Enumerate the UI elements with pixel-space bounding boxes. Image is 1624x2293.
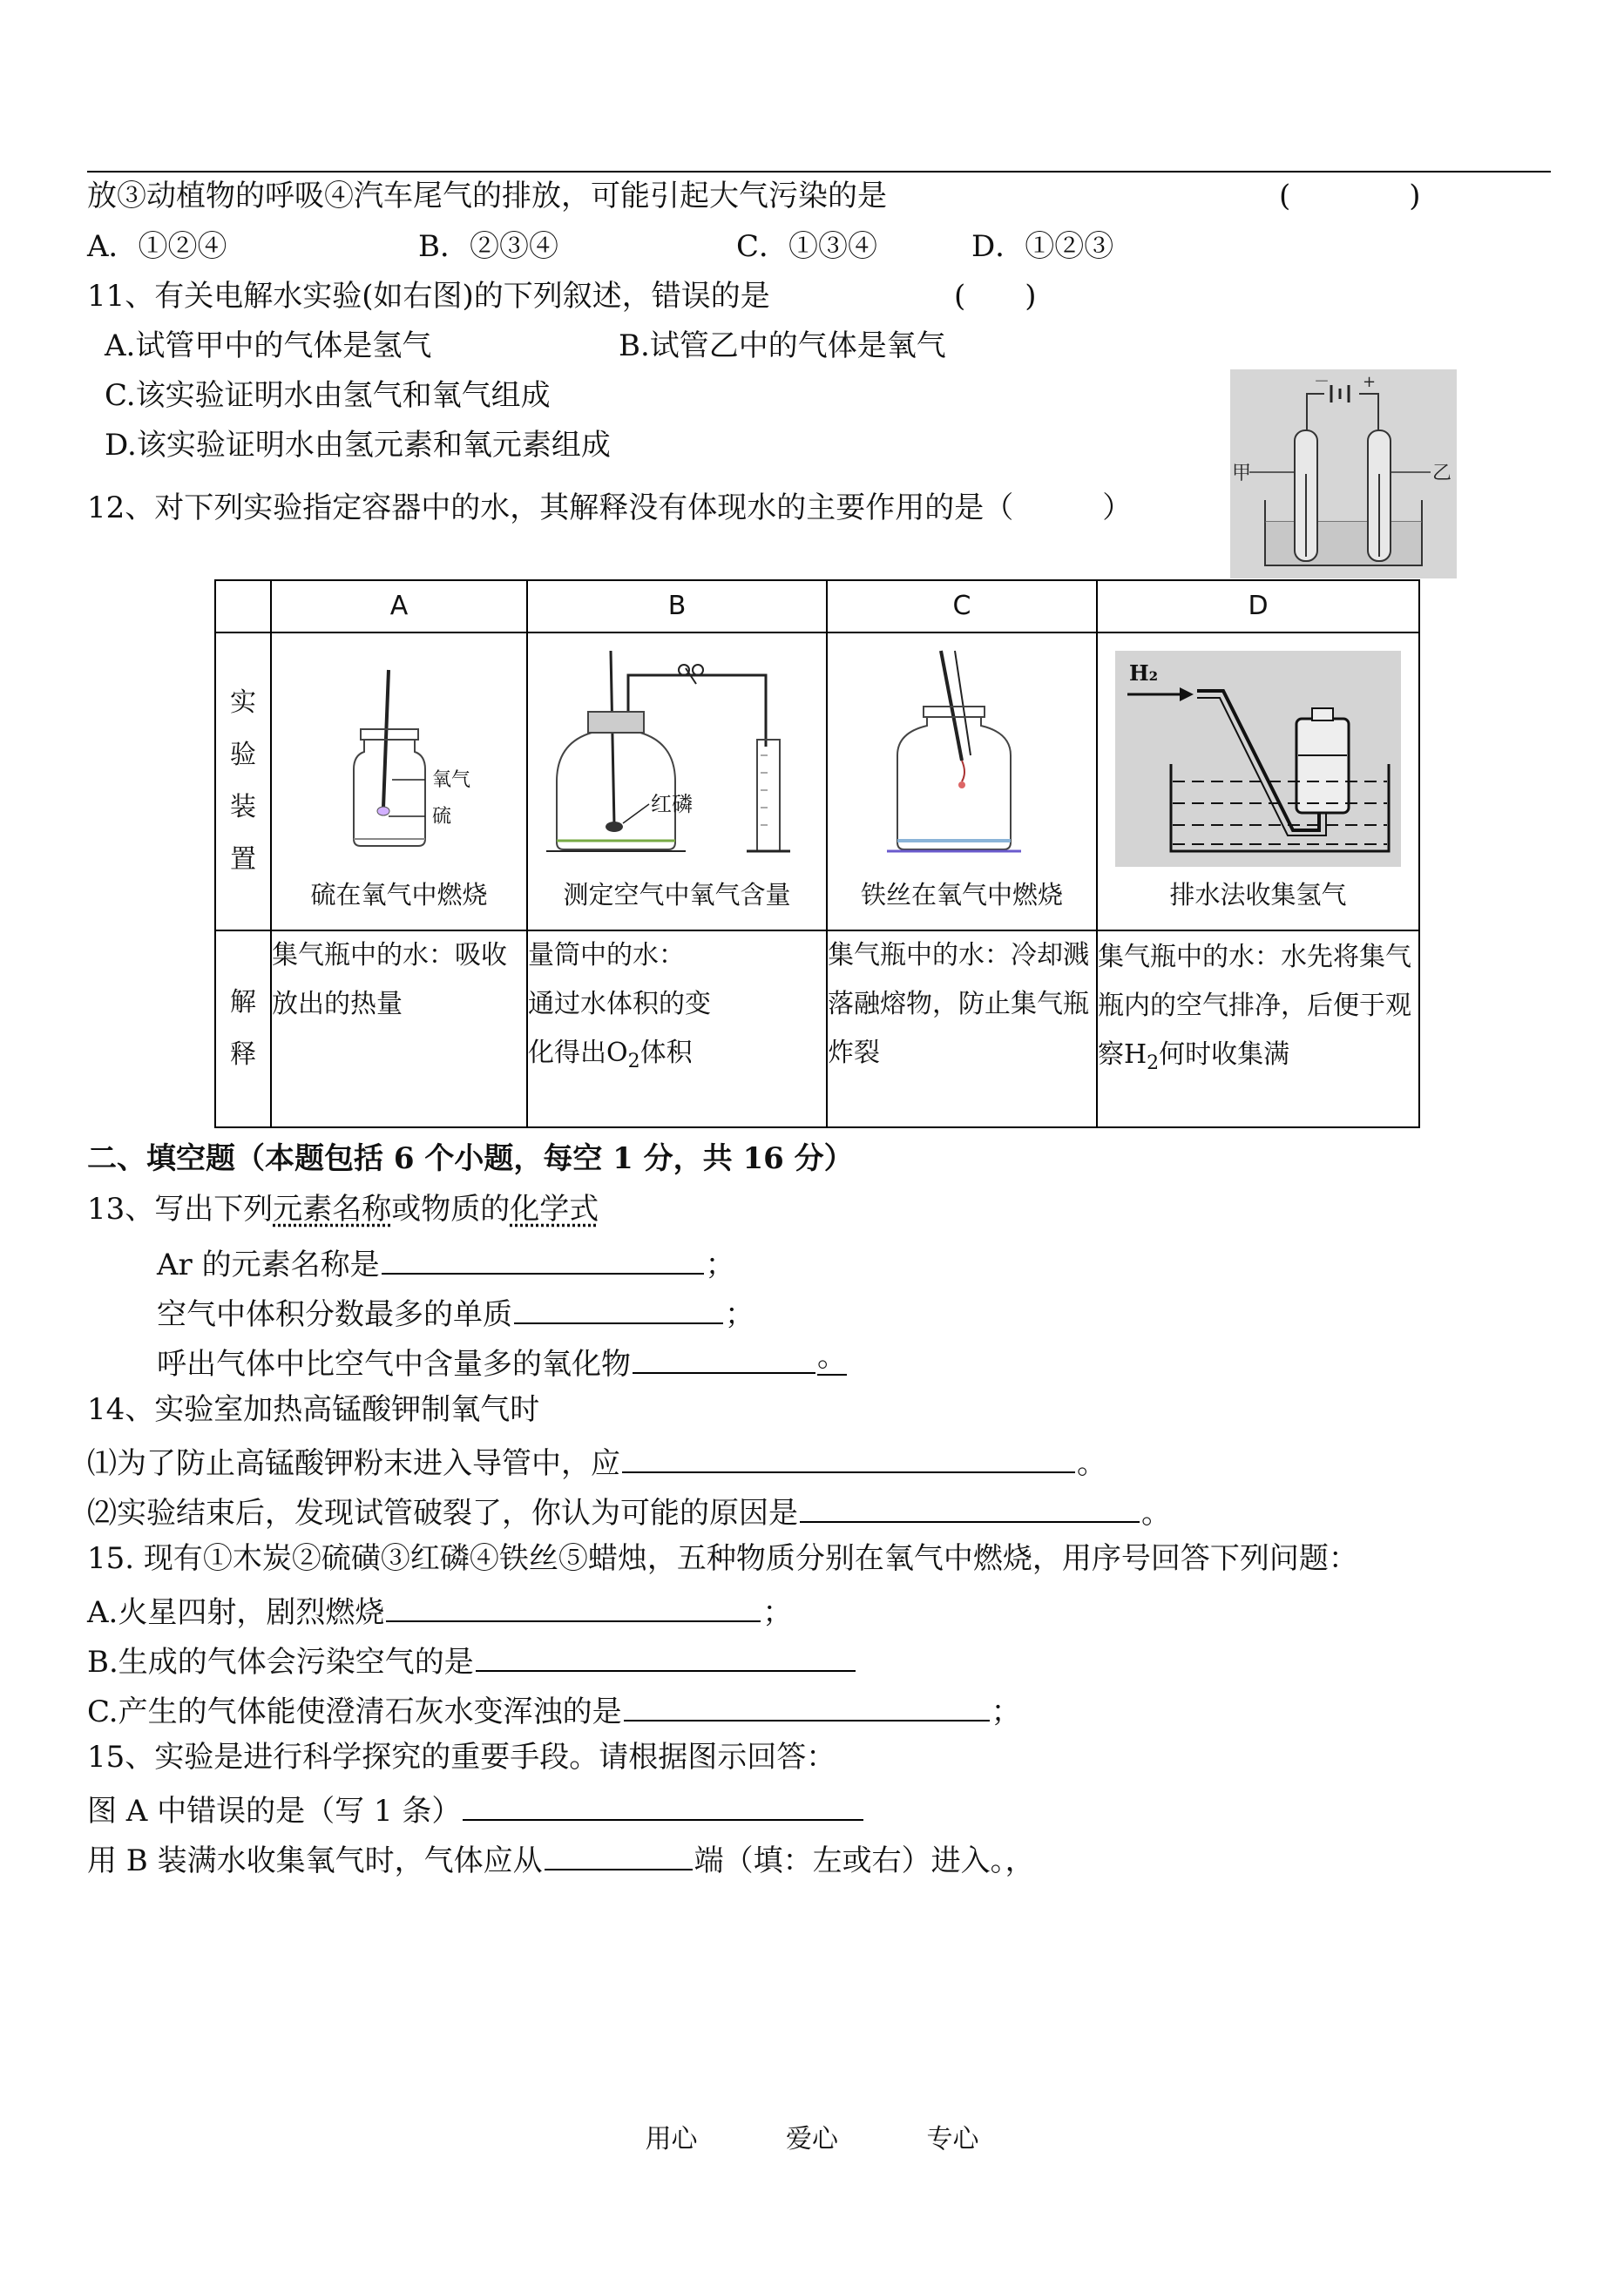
q15a-line3 <box>87 1690 1021 1729</box>
col-header-d: D <box>1097 580 1419 632</box>
q15a-blank3[interactable] <box>624 1690 990 1721</box>
q11-option-b: B.试管乙中的气体是氧气 <box>619 328 946 363</box>
q14-end1: 。 <box>1077 1446 1106 1481</box>
label-red-phosphorus: 红磷 <box>651 792 693 816</box>
q11-option-d: D.该实验证明水由氢元素和氧元素组成 <box>105 428 611 463</box>
q15a-line2-text: B.生成的气体会污染空气的是 <box>87 1645 474 1680</box>
label-h2: H₂ <box>1129 660 1159 686</box>
q10-option-c: C．①③④ <box>736 229 878 264</box>
q13-line2 <box>157 1293 754 1332</box>
q15b-blank2[interactable] <box>545 1839 693 1870</box>
caption-b: 测定空气中氧气含量 <box>563 880 791 910</box>
q14-line1 <box>87 1442 1106 1481</box>
q15b-stem: 15、实验是进行科学探究的重要手段。请根据图示回答： <box>87 1740 836 1775</box>
minus-sign: － <box>1314 373 1330 391</box>
footer-word-2: 爱心 <box>786 2124 838 2154</box>
q10-option-b: B．②③④ <box>418 229 558 264</box>
q15b-line2-post: 端（填：左或右）进入。， <box>694 1843 1035 1878</box>
plus-sign: + <box>1363 373 1377 391</box>
q10-stem-text: 放③动植物的呼吸④汽车尾气的排放，可能引起大气污染的是 <box>87 179 887 213</box>
sulfur-burning-figure <box>286 633 512 877</box>
electrolysis-diagram <box>1230 369 1457 578</box>
q15a-line1-text: A.火星四射，剧烈燃烧 <box>87 1595 385 1630</box>
header-rule <box>87 171 1551 172</box>
caption-a: 硫在氧气中燃烧 <box>310 880 488 910</box>
q13-line1-text: Ar 的元素名称是 <box>157 1248 380 1282</box>
hydrogen-collection-figure <box>1110 633 1406 877</box>
q15a-end1: ； <box>762 1595 793 1630</box>
q15b-blank1[interactable] <box>463 1789 863 1821</box>
q14-end2: 。 <box>1141 1496 1171 1531</box>
explain-d <box>1097 930 1419 1127</box>
q15a-blank1[interactable] <box>386 1591 761 1622</box>
explain-b-post: 体积 <box>639 1038 693 1068</box>
q15a-blank2[interactable] <box>476 1640 856 1672</box>
explain-a: 集气瓶中的水：吸收放出的热量 <box>271 930 527 1127</box>
electrolysis-figure <box>1230 369 1457 578</box>
row-label-device <box>215 632 271 930</box>
tube-right-label: 乙 <box>1432 463 1452 484</box>
q13-blank1[interactable] <box>382 1243 704 1275</box>
q14-stem: 14、实验室加热高锰酸钾制氧气时 <box>87 1392 540 1427</box>
q11-paren: ( ) <box>954 279 1037 314</box>
explain-d-post: 何时收集满 <box>1159 1039 1290 1070</box>
explain-b <box>527 930 827 1127</box>
row-label-char: 置 <box>230 844 256 875</box>
q13-stem <box>87 1192 599 1227</box>
q10-option-d: D．①②③ <box>971 229 1114 264</box>
device-cell-c <box>827 632 1097 930</box>
explain-b-line3 <box>528 1029 826 1086</box>
q15a-line2 <box>87 1640 857 1680</box>
q11-option-a: A.试管甲中的气体是氢气 <box>105 328 432 363</box>
q15a-line3-text: C.产生的气体能使澄清石灰水变浑浊的是 <box>87 1694 622 1729</box>
label-oxygen: 氧气 <box>432 769 471 791</box>
caption-d: 排水法收集氢气 <box>1169 880 1347 910</box>
col-header-b: B <box>527 580 827 632</box>
q14-blank1[interactable] <box>622 1442 1075 1473</box>
q15a-stem: 15. 现有①木炭②硫磺③红磷④铁丝⑤蜡烛，五种物质分别在氧气中燃烧，用序号回答下列问题： <box>87 1541 1358 1576</box>
device-cell-d <box>1097 632 1419 930</box>
q10-stem-tail <box>87 179 887 213</box>
tube-left-label: 甲 <box>1232 463 1252 484</box>
q13-end3: 。 <box>817 1339 847 1374</box>
col-header-c: C <box>827 580 1097 632</box>
q15a-end3: ； <box>991 1694 1021 1729</box>
explain-b-pre: 化得出O <box>528 1038 628 1068</box>
row-label-char: 装 <box>230 792 256 822</box>
explain-b-line1: 量筒中的水： <box>528 940 685 971</box>
footer <box>0 2117 1624 2155</box>
caption-c: 铁丝在氧气中燃烧 <box>860 880 1063 910</box>
row-label-char: 解 <box>230 987 256 1018</box>
row-label-char: 释 <box>230 1039 256 1070</box>
q11-stem: 11、有关电解水实验(如右图)的下列叙述，错误的是 <box>87 279 770 314</box>
q13-line2-text: 空气中体积分数最多的单质 <box>157 1297 512 1332</box>
iron-wire-figure <box>840 633 1084 877</box>
q14-blank2[interactable] <box>800 1491 1140 1523</box>
q14-line1-text: ⑴为了防止高锰酸钾粉末进入导管中，应 <box>87 1446 620 1481</box>
table-corner <box>215 580 271 632</box>
section2-title: 二、填空题（本题包括 6 个小题，每空 1 分，共 16 分） <box>87 1141 854 1176</box>
q13-end1: ； <box>705 1248 735 1282</box>
q10-option-a: A．①②④ <box>87 229 227 264</box>
q13-mark-formula: 化学式 <box>510 1192 599 1227</box>
oxygen-content-figure <box>538 633 816 877</box>
q13-stem-pre: 13、写出下列 <box>87 1192 274 1227</box>
q13-stem-mid: 或物质的 <box>391 1192 511 1227</box>
q13-line3-text: 呼出气体中比空气中含量多的氧化物 <box>157 1347 631 1382</box>
explain-d-pre: 集气瓶中的水：水先将集气瓶内的空气排净，后便于观察H <box>1098 942 1411 1070</box>
q13-mark-element-name: 元素名称 <box>273 1192 392 1227</box>
footer-word-3: 专心 <box>926 2124 979 2154</box>
q13-blank3[interactable] <box>633 1339 847 1374</box>
explain-b-line2: 通过水体积的变 <box>528 989 711 1019</box>
q13-end2: ； <box>725 1297 754 1332</box>
device-cell-a <box>271 632 527 930</box>
col-header-a: A <box>271 580 527 632</box>
q15b-line2-pre: 用 B 装满水收集氧气时，气体应从 <box>87 1843 543 1878</box>
explain-c: 集气瓶中的水：冷却溅落融熔物，防止集气瓶炸裂 <box>827 930 1097 1127</box>
q14-line2-text: ⑵实验结束后，发现试管破裂了，你认为可能的原因是 <box>87 1496 798 1531</box>
q14-line2 <box>87 1491 1171 1531</box>
q13-blank2[interactable] <box>514 1293 723 1324</box>
row-label-char: 验 <box>230 740 256 770</box>
label-sulfur: 硫 <box>432 806 452 828</box>
footer-word-1: 用心 <box>645 2124 698 2154</box>
device-cell-b <box>527 632 827 930</box>
experiment-table <box>214 579 1420 1128</box>
q10-paren: ( ) <box>1279 179 1421 213</box>
q12-stem: 12、对下列实验指定容器中的水，其解释没有体现水的主要作用的是（ ） <box>87 490 1133 525</box>
q15b-line1-text: 图 A 中错误的是（写 1 条） <box>87 1794 462 1829</box>
row-label-char: 实 <box>230 687 256 718</box>
q15b-line1 <box>87 1789 865 1829</box>
q11-option-c: C.该实验证明水由氢气和氧气组成 <box>105 378 551 413</box>
q15a-line1 <box>87 1591 792 1630</box>
explain-b-sub: 2 <box>627 1051 640 1072</box>
explain-d-sub: 2 <box>1147 1052 1160 1074</box>
q13-line1 <box>157 1243 735 1282</box>
q15b-line2 <box>87 1839 1035 1878</box>
q13-line3 <box>157 1339 847 1382</box>
row-label-explain <box>215 930 271 1127</box>
